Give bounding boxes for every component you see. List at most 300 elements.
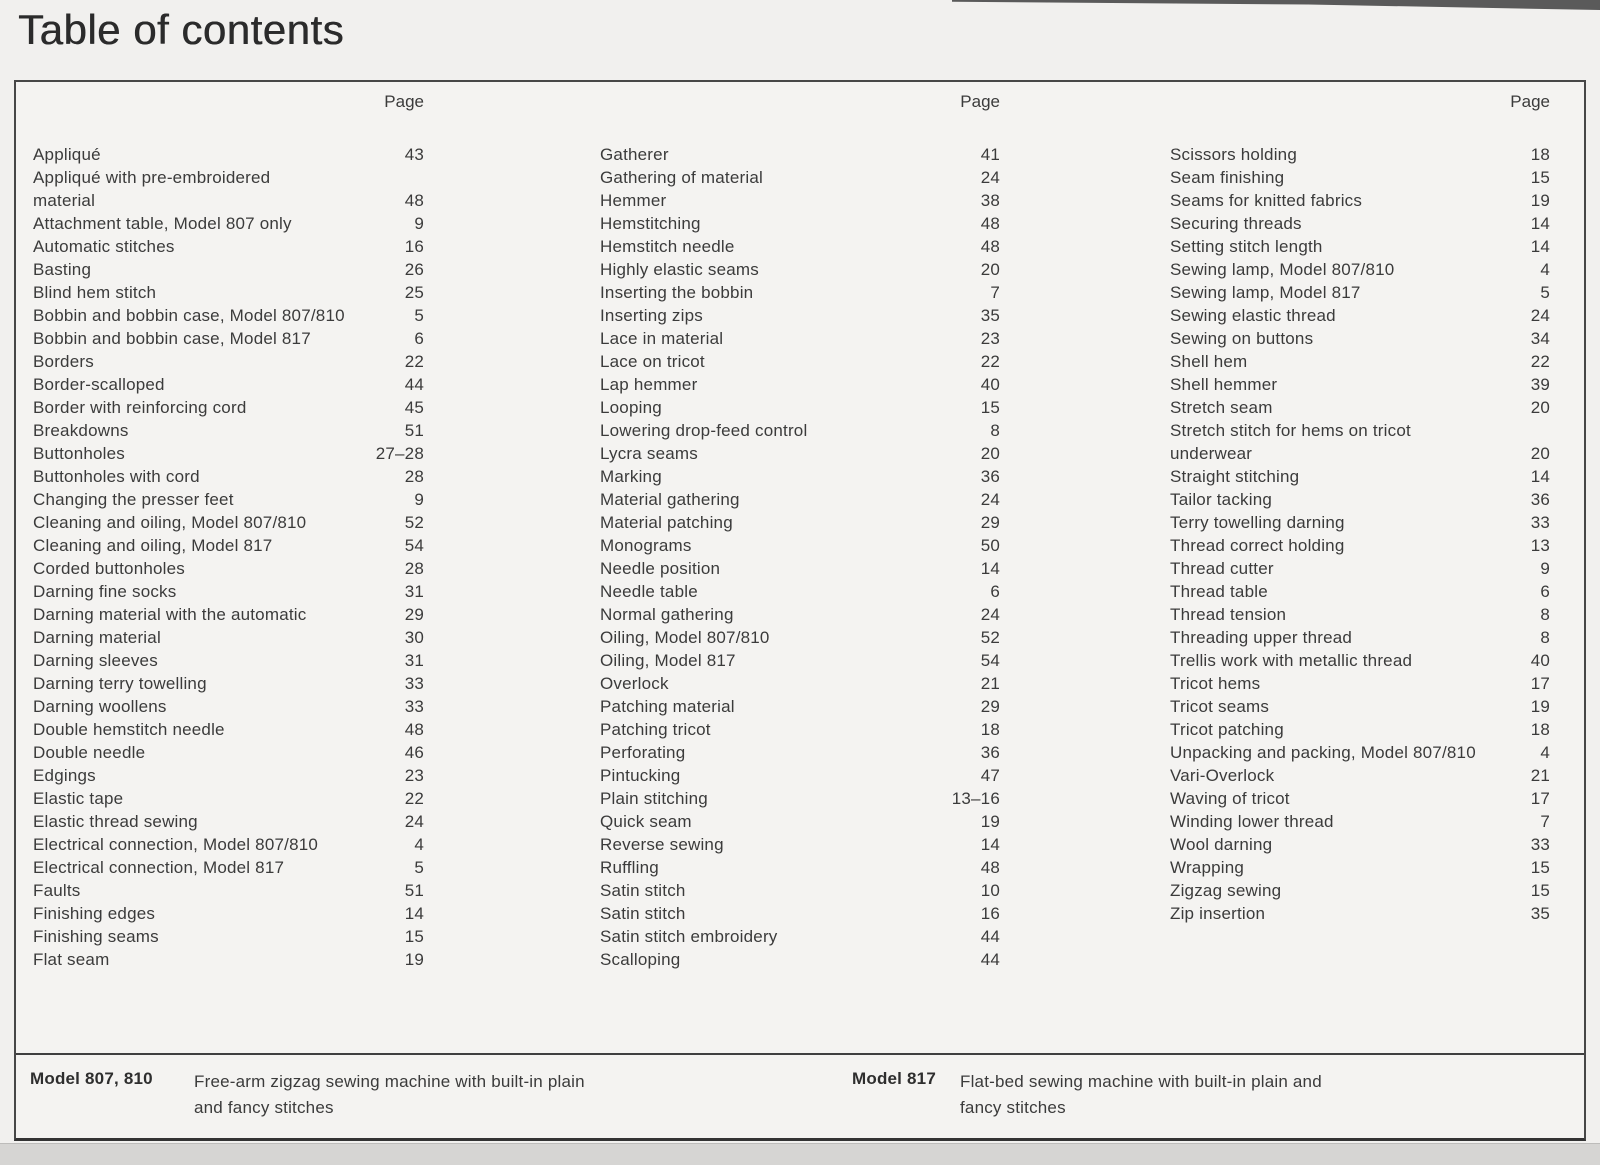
toc-entry (600, 511, 1000, 534)
entry-label: Appliqué (33, 145, 101, 164)
toc-entry (1170, 350, 1550, 373)
entry-label: Overlock (600, 674, 669, 693)
entry-label: Tailor tacking (1170, 490, 1273, 509)
entry-label: Darning fine socks (33, 582, 177, 601)
toc-entry (1170, 304, 1550, 327)
toc-entry (33, 879, 424, 902)
entry-label: Double hemstitch needle (33, 720, 225, 739)
model-name-817: Model 817 (852, 1069, 936, 1088)
entry-label: Satin stitch embroidery (600, 927, 778, 946)
toc-entry (1170, 465, 1550, 488)
entry-page-number: 18 (1530, 145, 1550, 164)
toc-entry (600, 304, 1000, 327)
entry-label: Cleaning and oiling, Model 817 (33, 536, 273, 555)
entry-page-number: 41 (980, 145, 1000, 164)
entry-label: Marking (600, 467, 662, 486)
toc-entry (1170, 649, 1550, 672)
entry-page-number: 50 (980, 536, 1000, 555)
toc-entry (1170, 695, 1550, 718)
entry-label: Darning material with the automatic (33, 605, 307, 624)
entry-label: Winding lower thread (1170, 812, 1334, 831)
entry-label: Zip insertion (1170, 904, 1266, 923)
entry-page-number: 29 (980, 513, 1000, 532)
toc-entry (1170, 143, 1550, 166)
entry-page-number: 45 (404, 398, 424, 417)
entry-page-number: 33 (1530, 835, 1550, 854)
toc-entry (33, 350, 424, 373)
entry-label: Darning terry towelling (33, 674, 207, 693)
entry-label: Finishing edges (33, 904, 156, 923)
entry-label: Scissors holding (1170, 145, 1297, 164)
entry-page-number: 15 (404, 927, 424, 946)
toc-entry (1170, 327, 1550, 350)
toc-entry (33, 465, 424, 488)
entry-label: Perforating (600, 743, 686, 762)
scan-edge-artifact (952, 0, 1600, 10)
toc-entry (33, 373, 424, 396)
entry-page-number: 21 (1530, 766, 1550, 785)
entry-label: Lace on tricot (600, 352, 705, 371)
entry-label: Terry towelling darning (1170, 513, 1345, 532)
model-description-line: Flat-bed sewing machine with built-in plain and (960, 1072, 1322, 1091)
entry-page-number: 24 (980, 490, 1000, 509)
entry-label: Gatherer (600, 145, 669, 164)
toc-entry (33, 143, 424, 166)
toc-entry (1170, 580, 1550, 603)
entry-page-number: 23 (404, 766, 424, 785)
toc-entry (33, 488, 424, 511)
entry-page-number: 16 (404, 237, 424, 256)
entry-page-number: 35 (1530, 904, 1550, 923)
entry-label: Tricot patching (1170, 720, 1284, 739)
entry-page-number: 29 (980, 697, 1000, 716)
toc-entry (1170, 603, 1550, 626)
entry-label: Needle position (600, 559, 721, 578)
toc-entry (1170, 396, 1550, 419)
entry-page-number: 17 (1530, 789, 1550, 808)
toc-entry (1170, 626, 1550, 649)
entry-label: Corded buttonholes (33, 559, 185, 578)
entry-label: Setting stitch length (1170, 237, 1323, 256)
entry-label: Plain stitching (600, 789, 708, 808)
entry-label: Sewing elastic thread (1170, 306, 1336, 325)
entry-page-number: 36 (980, 743, 1000, 762)
entry-label: Scalloping (600, 950, 681, 969)
entry-page-number: 48 (980, 237, 1000, 256)
entry-label: Unpacking and packing, Model 807/810 (1170, 743, 1476, 762)
toc-entry (1170, 235, 1550, 258)
toc-entry (1170, 557, 1550, 580)
toc-entry (33, 626, 424, 649)
entry-label: Material patching (600, 513, 733, 532)
entry-page-number: 34 (1530, 329, 1550, 348)
entry-label: Straight stitching (1170, 467, 1300, 486)
entry-label: Seam finishing (1170, 168, 1285, 187)
entry-label: Sewing lamp, Model 807/810 (1170, 260, 1395, 279)
entry-label: Oiling, Model 817 (600, 651, 736, 670)
entry-label: Appliqué with pre-embroidered (33, 168, 271, 187)
entry-page-number: 4 (414, 835, 424, 854)
entry-label: underwear (1170, 444, 1253, 463)
entry-page-number: 14 (404, 904, 424, 923)
entry-page-number: 22 (404, 789, 424, 808)
toc-entry (1170, 419, 1550, 442)
toc-entry (1170, 534, 1550, 557)
toc-entry (1170, 902, 1550, 925)
entry-label: Pintucking (600, 766, 681, 785)
entry-label: Border with reinforcing cord (33, 398, 247, 417)
toc-entry (33, 603, 424, 626)
entry-page-number: 5 (1540, 283, 1550, 302)
entry-label: Normal gathering (600, 605, 734, 624)
entry-label: Buttonholes with cord (33, 467, 200, 486)
entry-page-number: 14 (980, 559, 1000, 578)
entry-label: Vari-Overlock (1170, 766, 1275, 785)
entry-label: Lap hemmer (600, 375, 698, 394)
entry-label: Zigzag sewing (1170, 881, 1282, 900)
toc-entry (33, 419, 424, 442)
toc-box (14, 80, 1586, 1141)
entry-label: Thread tension (1170, 605, 1287, 624)
toc-entry (600, 856, 1000, 879)
toc-entry (600, 143, 1000, 166)
entry-label: Shell hem (1170, 352, 1248, 371)
entry-page-number: 24 (980, 605, 1000, 624)
page-column-header-2: Page (960, 92, 1000, 111)
entry-page-number: 24 (980, 168, 1000, 187)
entry-label: Breakdowns (33, 421, 129, 440)
entry-label: Elastic tape (33, 789, 124, 808)
entry-label: Quick seam (600, 812, 692, 831)
toc-entry (600, 488, 1000, 511)
entry-label: Seams for knitted fabrics (1170, 191, 1363, 210)
entry-label: Waving of tricot (1170, 789, 1290, 808)
entry-page-number: 4 (1540, 260, 1550, 279)
toc-entry (600, 626, 1000, 649)
entry-page-number: 13–16 (951, 789, 1000, 808)
entry-label: Satin stitch (600, 881, 686, 900)
toc-entry (33, 557, 424, 580)
entry-label: Wool darning (1170, 835, 1273, 854)
entry-page-number: 48 (980, 214, 1000, 233)
entry-page-number: 9 (414, 490, 424, 509)
entry-page-number: 26 (404, 260, 424, 279)
entry-page-number: 24 (1530, 306, 1550, 325)
entry-label: Threading upper thread (1170, 628, 1353, 647)
toc-column-3 (1170, 143, 1550, 925)
toc-entry (33, 902, 424, 925)
entry-page-number: 15 (1530, 858, 1550, 877)
toc-entry (600, 787, 1000, 810)
toc-entry (600, 810, 1000, 833)
toc-entry (600, 327, 1000, 350)
entry-page-number: 17 (1530, 674, 1550, 693)
toc-entry (33, 442, 424, 465)
entry-page-number: 13 (1530, 536, 1550, 555)
entry-page-number: 44 (980, 950, 1000, 969)
entry-page-number: 19 (404, 950, 424, 969)
entry-page-number: 30 (404, 628, 424, 647)
model-description-line: fancy stitches (960, 1098, 1066, 1117)
entry-page-number: 20 (1530, 398, 1550, 417)
entry-page-number: 19 (1530, 697, 1550, 716)
entry-page-number: 39 (1530, 375, 1550, 394)
entry-label: Buttonholes (33, 444, 125, 463)
toc-entry (600, 948, 1000, 971)
entry-label: Needle table (600, 582, 698, 601)
toc-entry (600, 557, 1000, 580)
entry-label: Lowering drop-feed control (600, 421, 808, 440)
entry-page-number: 23 (980, 329, 1000, 348)
page-title: Table of contents (18, 6, 345, 53)
entry-page-number: 18 (980, 720, 1000, 739)
entry-page-number: 20 (980, 260, 1000, 279)
entry-page-number: 40 (980, 375, 1000, 394)
entry-page-number: 38 (980, 191, 1000, 210)
entry-page-number: 33 (404, 674, 424, 693)
entry-label: Hemmer (600, 191, 667, 210)
entry-page-number: 31 (404, 651, 424, 670)
toc-entry (600, 281, 1000, 304)
entry-label: Basting (33, 260, 92, 279)
entry-label: Ruffling (600, 858, 659, 877)
entry-page-number: 7 (990, 283, 1000, 302)
toc-entry (1170, 281, 1550, 304)
entry-label: Hemstitch needle (600, 237, 735, 256)
toc-entry (1170, 189, 1550, 212)
entry-label: Tricot seams (1170, 697, 1270, 716)
entry-label: Highly elastic seams (600, 260, 759, 279)
entry-page-number: 44 (980, 927, 1000, 946)
entry-page-number: 43 (404, 145, 424, 164)
entry-page-number: 33 (1530, 513, 1550, 532)
entry-label: Changing the presser feet (33, 490, 234, 509)
toc-entry (33, 304, 424, 327)
entry-page-number: 18 (1530, 720, 1550, 739)
entry-page-number: 8 (1540, 605, 1550, 624)
toc-entry (600, 442, 1000, 465)
toc-entry (600, 373, 1000, 396)
toc-entry (600, 764, 1000, 787)
entry-label: Trellis work with metallic thread (1170, 651, 1413, 670)
toc-entry (33, 672, 424, 695)
toc-entry (1170, 511, 1550, 534)
entry-label: Sewing lamp, Model 817 (1170, 283, 1361, 302)
entry-label: Cleaning and oiling, Model 807/810 (33, 513, 307, 532)
toc-entry (600, 166, 1000, 189)
toc-entry (600, 603, 1000, 626)
entry-page-number: 24 (404, 812, 424, 831)
toc-entry (600, 212, 1000, 235)
entry-label: Bobbin and bobbin case, Model 817 (33, 329, 311, 348)
toc-entry (600, 419, 1000, 442)
entry-label: Thread correct holding (1170, 536, 1345, 555)
entry-label: Automatic stitches (33, 237, 175, 256)
toc-entry (1170, 787, 1550, 810)
toc-entry (600, 879, 1000, 902)
toc-entry (1170, 258, 1550, 281)
toc-entry (600, 833, 1000, 856)
entry-page-number: 52 (980, 628, 1000, 647)
entry-label: Borders (33, 352, 94, 371)
entry-page-number: 14 (1530, 214, 1550, 233)
toc-entry (33, 580, 424, 603)
entry-label: Gathering of material (600, 168, 763, 187)
toc-entry (1170, 764, 1550, 787)
entry-label: Patching tricot (600, 720, 711, 739)
entry-page-number: 51 (404, 421, 424, 440)
toc-entry (33, 396, 424, 419)
entry-page-number: 51 (404, 881, 424, 900)
toc-entry (1170, 856, 1550, 879)
toc-entry (1170, 672, 1550, 695)
toc-entry (600, 465, 1000, 488)
toc-entry (33, 166, 424, 189)
toc-entry (33, 741, 424, 764)
entry-label: Stretch seam (1170, 398, 1273, 417)
toc-column-2 (600, 143, 1000, 971)
entry-label: Electrical connection, Model 807/810 (33, 835, 319, 854)
toc-entry (33, 327, 424, 350)
toc-entry (1170, 741, 1550, 764)
toc-entry (1170, 718, 1550, 741)
toc-entry (33, 856, 424, 879)
toc-entry (1170, 810, 1550, 833)
entry-page-number: 36 (980, 467, 1000, 486)
entry-label: Stretch stitch for hems on tricot (1170, 421, 1411, 440)
toc-entry (33, 534, 424, 557)
toc-entry (600, 350, 1000, 373)
toc-entry (33, 948, 424, 971)
entry-page-number: 5 (414, 858, 424, 877)
toc-entry (600, 672, 1000, 695)
entry-page-number: 6 (1540, 582, 1550, 601)
entry-label: Lycra seams (600, 444, 698, 463)
entry-page-number: 20 (1530, 444, 1550, 463)
entry-page-number: 22 (980, 352, 1000, 371)
entry-page-number: 29 (404, 605, 424, 624)
entry-page-number: 8 (990, 421, 1000, 440)
entry-page-number: 22 (1530, 352, 1550, 371)
entry-label: Hemstitching (600, 214, 701, 233)
toc-entry (600, 695, 1000, 718)
entry-page-number: 9 (414, 214, 424, 233)
entry-page-number: 35 (980, 306, 1000, 325)
toc-entry (600, 741, 1000, 764)
toc-entry (33, 189, 424, 212)
entry-page-number: 16 (980, 904, 1000, 923)
entry-label: Thread cutter (1170, 559, 1274, 578)
entry-page-number: 28 (404, 559, 424, 578)
entry-label: Inserting the bobbin (600, 283, 754, 302)
toc-entry (33, 258, 424, 281)
entry-page-number: 22 (404, 352, 424, 371)
entry-page-number: 14 (980, 835, 1000, 854)
toc-entry (600, 925, 1000, 948)
toc-entry (1170, 373, 1550, 396)
entry-page-number: 15 (1530, 881, 1550, 900)
entry-label: Monograms (600, 536, 692, 555)
entry-label: Satin stitch (600, 904, 686, 923)
toc-entry (600, 396, 1000, 419)
entry-page-number: 20 (980, 444, 1000, 463)
toc-entry (600, 649, 1000, 672)
entry-page-number: 15 (1530, 168, 1550, 187)
entry-label: Finishing seams (33, 927, 159, 946)
entry-label: Border-scalloped (33, 375, 165, 394)
entry-page-number: 40 (1530, 651, 1550, 670)
entry-label: Shell hemmer (1170, 375, 1278, 394)
entry-page-number: 46 (404, 743, 424, 762)
toc-entry (600, 235, 1000, 258)
toc-entry (33, 212, 424, 235)
entry-label: Darning woollens (33, 697, 167, 716)
entry-page-number: 54 (404, 536, 424, 555)
entry-page-number: 52 (404, 513, 424, 532)
toc-entry (33, 718, 424, 741)
entry-label: Wrapping (1170, 858, 1245, 877)
entry-label: Double needle (33, 743, 146, 762)
entry-page-number: 14 (1530, 467, 1550, 486)
toc-entry (33, 925, 424, 948)
toc-entry (33, 695, 424, 718)
entry-page-number: 19 (980, 812, 1000, 831)
entry-page-number: 48 (404, 191, 424, 210)
toc-entry (33, 787, 424, 810)
entry-page-number: 47 (980, 766, 1000, 785)
entry-page-number: 4 (1540, 743, 1550, 762)
toc-entry (600, 718, 1000, 741)
entry-label: Looping (600, 398, 662, 417)
model-description-line: Free-arm zigzag sewing machine with built-in plain (194, 1072, 585, 1091)
entry-page-number: 6 (414, 329, 424, 348)
scan-bottom-strip (0, 1143, 1600, 1165)
entry-page-number: 6 (990, 582, 1000, 601)
entry-page-number: 48 (404, 720, 424, 739)
entry-page-number: 14 (1530, 237, 1550, 256)
entry-label: Attachment table, Model 807 only (33, 214, 292, 233)
entry-page-number: 27–28 (375, 444, 424, 463)
entry-label: Elastic thread sewing (33, 812, 198, 831)
entry-label: Oiling, Model 807/810 (600, 628, 770, 647)
entry-label: Electrical connection, Model 817 (33, 858, 285, 877)
model-legend (16, 1053, 1584, 1139)
entry-label: Tricot hems (1170, 674, 1261, 693)
toc-entry (1170, 442, 1550, 465)
entry-label: Sewing on buttons (1170, 329, 1314, 348)
entry-label: Edgings (33, 766, 96, 785)
toc-entry (1170, 833, 1550, 856)
toc-entry (1170, 166, 1550, 189)
model-description-line: and fancy stitches (194, 1098, 334, 1117)
entry-label: Darning material (33, 628, 161, 647)
entry-label: Faults (33, 881, 81, 900)
entry-page-number: 54 (980, 651, 1000, 670)
entry-page-number: 21 (980, 674, 1000, 693)
toc-entry (600, 902, 1000, 925)
entry-page-number: 10 (980, 881, 1000, 900)
toc-entry (600, 258, 1000, 281)
entry-page-number: 36 (1530, 490, 1550, 509)
toc-entry (1170, 879, 1550, 902)
page-column-header-1: Page (384, 92, 424, 111)
model-description-817 (960, 1069, 1322, 1121)
entry-label: Material gathering (600, 490, 740, 509)
entry-label: Patching material (600, 697, 735, 716)
entry-page-number: 28 (404, 467, 424, 486)
toc-entry (33, 511, 424, 534)
entry-label: Flat seam (33, 950, 110, 969)
